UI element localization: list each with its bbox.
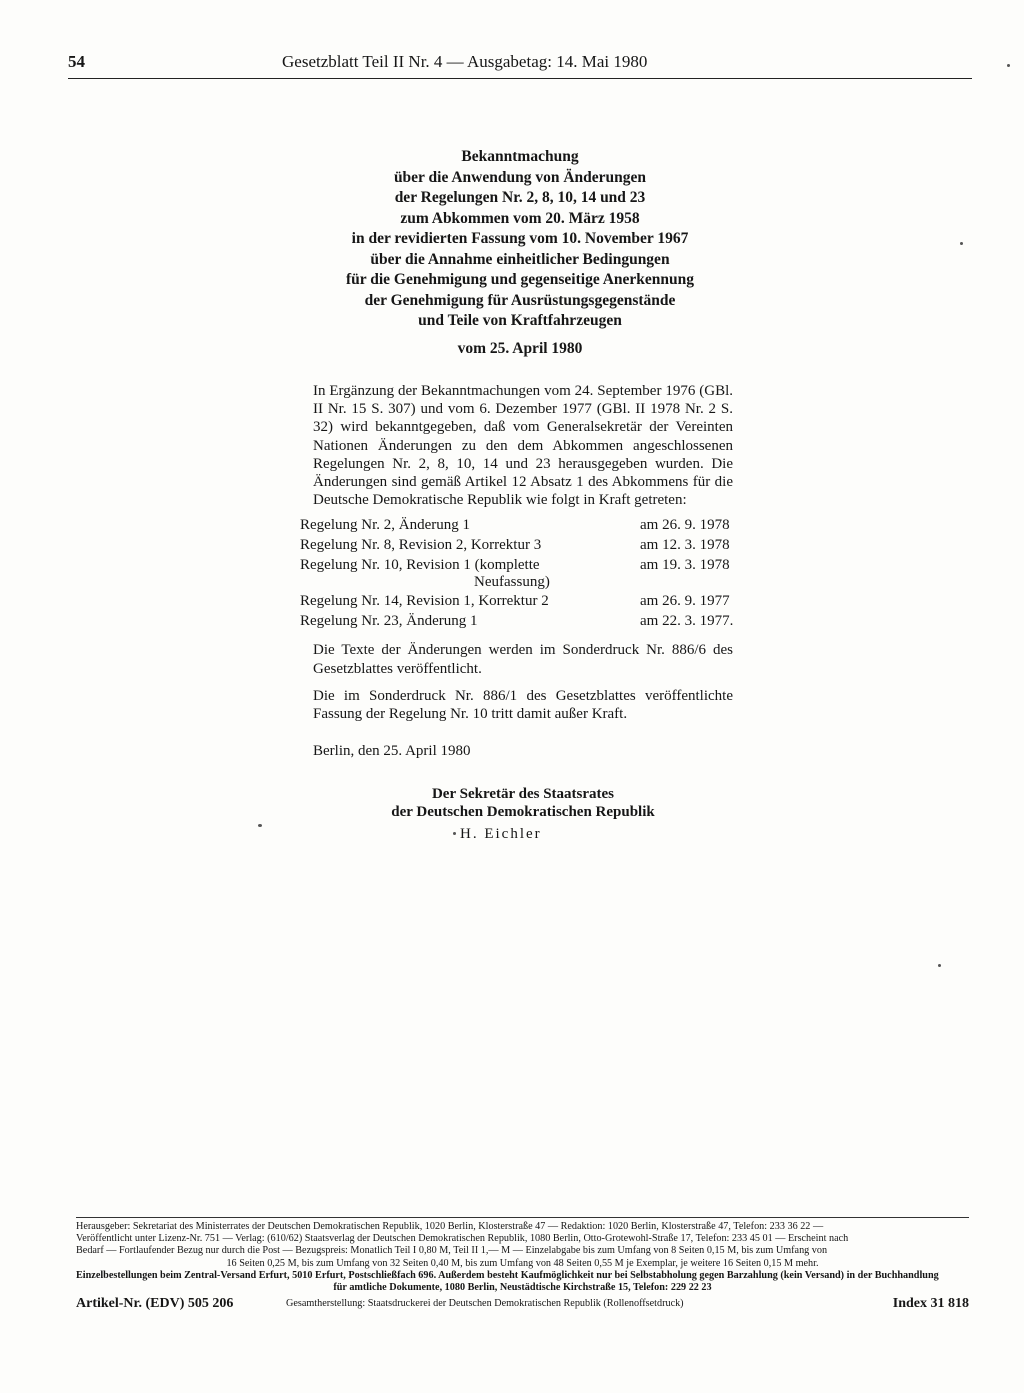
date-cell: am 19. 3. 1978 (640, 557, 730, 574)
scan-speck (960, 242, 963, 245)
scan-speck (258, 824, 262, 827)
announcement-date: vom 25. April 1980 (457, 340, 583, 357)
repeal-paragraph: Die im Sonderdruck Nr. 886/1 des Gesetzblattes veröffentlichte Fassung der Regelung Nr. 10 tritt damit außer Kraft. (313, 687, 733, 723)
date-cell: am 26. 9. 1978 (640, 517, 730, 534)
title-line: und Teile von Kraftfahrzeugen (418, 312, 622, 329)
regulation-text: Regelung Nr. 10, Revision 1 (komplette (300, 557, 540, 574)
footer-imprint (76, 1221, 969, 1294)
table-row (300, 613, 734, 633)
page-header (68, 52, 972, 78)
regulation-cell: Regelung Nr. 2, Änderung 1 (300, 517, 470, 534)
signature-block (313, 785, 733, 821)
page-number: 54 (68, 52, 85, 71)
regulation-continuation: Neufassung) (474, 574, 550, 591)
table-row (300, 557, 733, 593)
date-cell: am 26. 9. 1977 (640, 593, 730, 610)
header-rule (68, 78, 972, 79)
announcement-body (300, 382, 734, 760)
imprint-line: Bedarf — Fortlaufender Bezug nur durch die Post — Bezugspreis: Monatlich Teil I 0,80 M, Teil II 1,— M — Einzelabgabe bis zum Umfang von 8 Seiten 0,15 M, bis zum Umfang von (76, 1245, 828, 1257)
amendments-table (300, 517, 734, 633)
regulation-cell: Regelung Nr. 14, Revision 1, Korrektur 2 (300, 593, 549, 610)
table-row (300, 517, 733, 537)
date-cell: am 22. 3. 1977. (640, 613, 734, 630)
scan-speck (938, 964, 941, 967)
scan-speck (1007, 64, 1010, 67)
signatory-title: Der Sekretär des Staatsrates (431, 786, 615, 802)
title-line: Bekanntmachung (461, 148, 579, 165)
imprint-line: Einzelbestellungen beim Zentral-Versand Erfurt, 5010 Erfurt, Postschließfach 696. Außerdem besteht Kaufmöglichkeit nur bei Selbstabholung gegen Barzahlung (kein Versand) in der Buchhandlung (76, 1269, 939, 1281)
footer-bottom (76, 1296, 969, 1316)
imprint-line: 16 Seiten 0,25 M, bis zum Umfang von 32 Seiten 0,40 M, bis zum Umfang von 48 Seiten 0,55 M je Exemplar, je weitere 16 Seiten 0,15 M mehr. (226, 1257, 819, 1269)
footer-rule (76, 1217, 969, 1218)
signatory-name: H. Eichler (460, 826, 542, 842)
publication-paragraph: Die Texte der Änderungen werden im Sonderdruck Nr. 886/6 des Gesetzblattes veröffentlicht. (313, 642, 733, 677)
imprint-line: Herausgeber: Sekretariat des Ministerrates der Deutschen Demokratischen Republik, 1020 Berlin, Klosterstraße 47 — Redaktion: 1020 Berlin, Klosterstraße 47, Telefon: 233 36 22 — (76, 1221, 824, 1232)
regulation-cell (300, 557, 600, 591)
title-line: der Genehmigung für Ausrüstungsgegenstände (364, 291, 676, 309)
title-line: in der revidierten Fassung vom 10. November 1967 (351, 230, 689, 247)
table-row (300, 537, 733, 557)
regulation-cell: Regelung Nr. 23, Änderung 1 (300, 613, 478, 630)
announcement-title (260, 147, 780, 332)
title-line: über die Anwendung von Änderungen (393, 168, 647, 186)
signatory-office: der Deutschen Demokratischen Republik (391, 804, 655, 820)
imprint-line: für amtliche Dokumente, 1080 Berlin, Neustädtische Kirchstraße 15, Telefon: 229 22 23 (333, 1282, 712, 1294)
place-and-date: Berlin, den 25. April 1980 (313, 743, 471, 760)
title-line: zum Abkommen vom 20. März 1958 (400, 209, 640, 227)
intro-paragraph: In Ergänzung der Bekanntmachungen vom 24. September 1976 (GBl. II Nr. 15 S. 307) und vom 6. Dezember 1977 (GBl. II 1978 Nr. 2 S. 32) wird bekanntgegeben, daß vom Generalsekretär der Vereinten Nationen Änderungen zu den dem Abkommen angeschlossenen Regelungen Nr. 2, 8, 10, 14 und 23 herausgegeben wurden. Die Änderungen sind gemäß Artikel 12 Absatz 1 des Abkommens für die Deutsche Demokratische Republik wie folgt in Kraft getreten: (313, 383, 733, 509)
index-number: Index 31 818 (892, 1296, 969, 1311)
imprint-line: Veröffentlicht unter Lizenz-Nr. 751 — Verlag: (610/62) Staatsverlag der Deutschen Demokratischen Republik, 1080 Berlin, Otto-Grotewohl-Straße 17, Telefon: 233 45 01 — Erscheint nach (76, 1233, 849, 1245)
table-row (300, 593, 733, 613)
printer-credit: Gesamtherstellung: Staatsdruckerei der Deutschen Demokratischen Republik (Rollenoffsetdruck) (286, 1298, 684, 1309)
scan-speck (453, 832, 456, 835)
regulation-cell: Regelung Nr. 8, Revision 2, Korrektur 3 (300, 537, 542, 554)
title-line: der Regelungen Nr. 2, 8, 10, 14 und 23 (394, 189, 646, 206)
running-title: Gesetzblatt Teil II Nr. 4 — Ausgabetag: 14. Mai 1980 (282, 52, 648, 71)
title-line: für die Genehmigung und gegenseitige Anerkennung (345, 271, 695, 288)
title-line: über die Annahme einheitlicher Bedingungen (370, 250, 670, 268)
article-number: Artikel-Nr. (EDV) 505 206 (76, 1296, 234, 1311)
date-cell: am 12. 3. 1978 (640, 537, 730, 554)
